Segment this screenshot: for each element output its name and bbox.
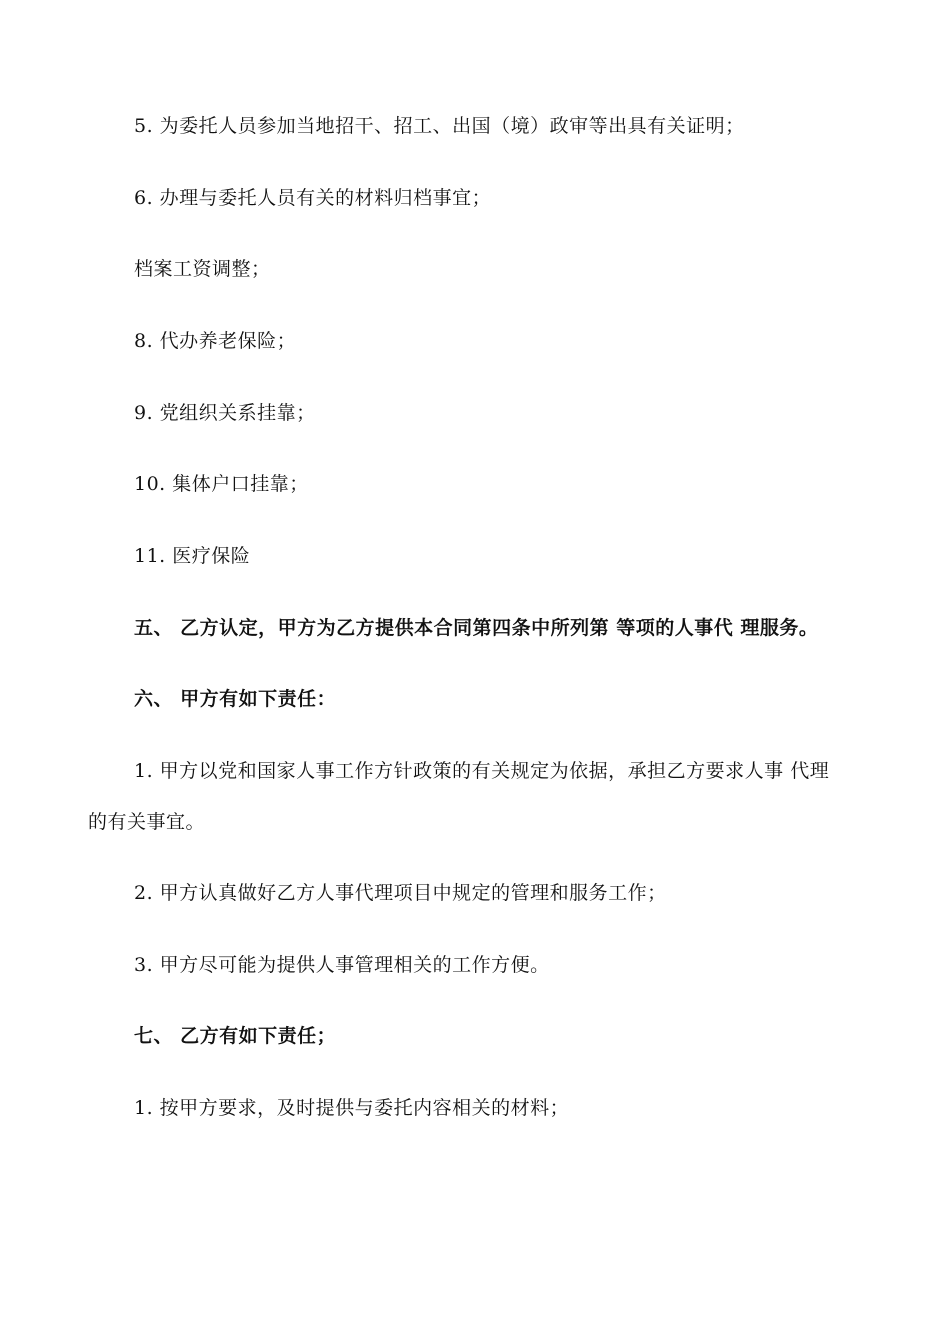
item-11-medical: 11. 医疗保险	[134, 545, 251, 567]
item-10-household: 10. 集体户口挂靠；	[134, 473, 309, 495]
section-7-heading: 七、 乙方有如下责任；	[134, 1025, 337, 1047]
item-5-certificate: 5. 为委托人员参加当地招干、招工、出国（境）政审等出具有关证明；	[134, 115, 745, 137]
item-8-pension: 8. 代办养老保险；	[134, 330, 297, 352]
party-a-duty-1-continued: 的有关事宜。	[88, 811, 206, 833]
section-6-heading: 六、 甲方有如下责任：	[134, 688, 337, 710]
party-a-duty-3: 3. 甲方尽可能为提供人事管理相关的工作方便。	[134, 954, 550, 976]
item-9-party-relation: 9. 党组织关系挂靠；	[134, 402, 316, 424]
party-b-duty-1: 1. 按甲方要求，及时提供与委托内容相关的材料；	[134, 1097, 570, 1119]
item-archive-salary: 档案工资调整；	[134, 258, 271, 280]
party-a-duty-2: 2. 甲方认真做好乙方人事代理项目中规定的管理和服务工作；	[134, 882, 667, 904]
section-5-heading: 五、 乙方认定，甲方为乙方提供本合同第四条中所列第 等项的人事代 理服务。	[134, 617, 819, 639]
party-a-duty-1: 1. 甲方以党和国家人事工作方针政策的有关规定为依据，承担乙方要求人事 代理	[134, 760, 830, 782]
item-6-archiving: 6. 办理与委托人员有关的材料归档事宜；	[134, 187, 492, 209]
